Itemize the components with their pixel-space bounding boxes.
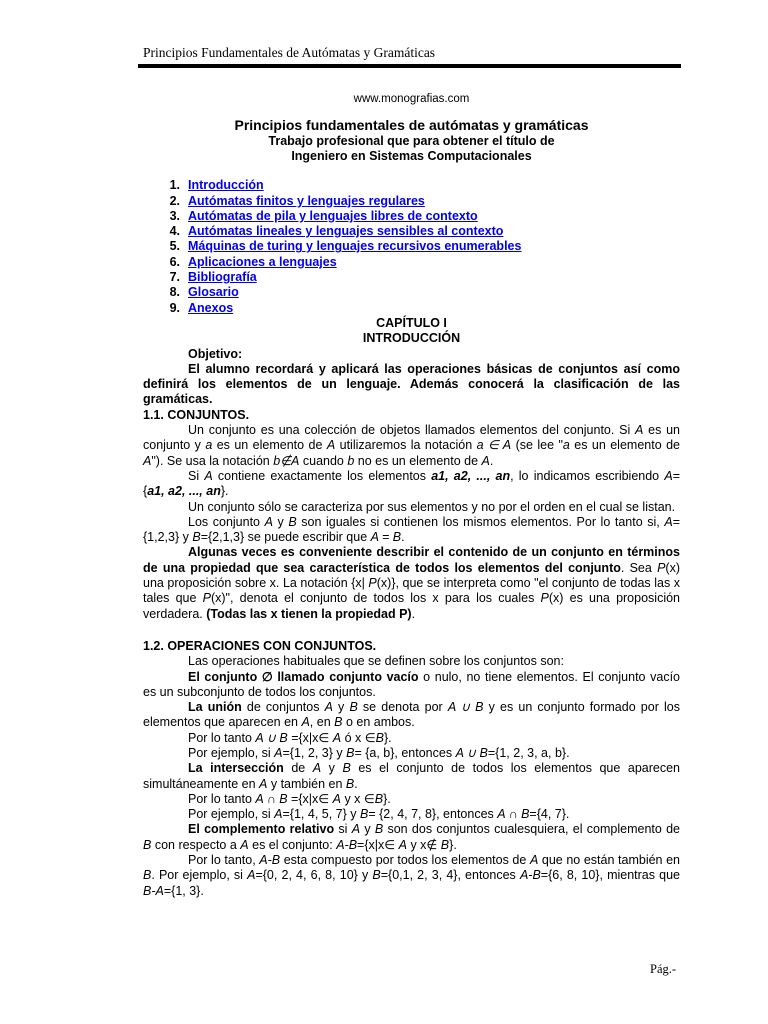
toc-number: 2. [169,193,180,208]
toc-item [143,194,680,209]
paragraph-conjunto-equality: Los conjunto A y B son iguales si contienen los mismos elementos. Por lo tanto si, A={1,2,3} y B={2,1,3} se puede escribir que A = B. [143,514,680,545]
union-example: Por ejemplo, si A={1, 2, 3} y B= {a, b}, entonces A ∪ B={1, 2, 3, a, b}. [188,745,570,760]
toc-item [143,285,680,300]
toc-number: 3. [169,208,180,223]
toc-number: 9. [169,300,180,315]
toc-item [143,301,680,316]
toc-link-automatas-finitos[interactable]: Autómatas finitos y lenguajes regulares [188,193,425,208]
objective-text: El alumno recordará y aplicará las operaciones básicas de conjuntos así como definirá los elementos de un lenguaje. Además conocerá la clasificación de las gramáticas. [143,361,680,407]
toc-number: 1. [169,178,180,193]
toc-link-automatas-lineales[interactable]: Autómatas lineales y lenguajes sensibles al contexto [188,224,504,239]
paragraph-union: La unión de conjuntos A y B se denota por A ∪ B y es un conjunto formado por los elementos que aparecen en A, en B o en ambos. [143,700,680,730]
toc-number: 5. [169,239,180,254]
paragraph-interseccion: La intersección de A y B es el conjunto de todos los elementos que aparecen simultáneamente en A y también en B. [143,761,681,791]
page-content [143,92,680,899]
toc-item [143,209,680,224]
chapter-number: CAPÍTULO I [376,315,447,330]
objective-label: Objetivo: [188,346,243,361]
toc-item [143,239,680,254]
toc-number: 8. [169,285,180,300]
toc-link-aplicaciones[interactable]: Aplicaciones a lenguajes [188,254,337,269]
paragraph-conjunto-vacio: El conjunto ∅ llamado conjunto vacío o nulo, no tiene elementos. El conjunto vacío es un subconjunto de todos los conjuntos. [143,669,680,699]
paragraph-complemento: El complemento relativo si A y B son dos conjuntos cualesquiera, el complemento de B con respecto a A es el conjunto: A-B={x|x∈ A y x∉ B}. [143,822,680,852]
paragraph-conjunto-definition: Un conjunto es una colección de objetos llamados elementos del conjunto. Si A es un conjunto y a es un elemento de A utilizaremos la notación a ∈ A (se lee "a es un elemento de A"). Se usa la notación b∉A cuando b no es un elemento de A. [143,423,680,468]
section-heading-operaciones: 1.2. OPERACIONES CON CONJUNTOS. [143,638,377,653]
paragraph-conjunto-property: Algunas veces es conveniente describir el contenido de un conjunto en términos de una propiedad que sea característica de todos los elementos del conjunto. Sea P(x) una proposición sobre x. La notación {x| P(x)}, que se interpreta como "el conjunto de todas las x tales que P(x)", denota el conjunto de todos los x para los cuales P(x) es una proposición verdadera. (Todas las x tienen la propiedad P). [143,545,681,621]
toc-link-bibliografia[interactable]: Bibliografía [188,270,257,285]
running-header: Principios Fundamentales de Autómatas y Gramáticas [143,45,436,60]
paragraph-operaciones-intro: Las operaciones habituales que se definen sobre los conjuntos son: [188,654,564,669]
toc-item [143,255,680,270]
interseccion-definition: Por lo tanto A ∩ B ={x|x∈ A y x ∈B}. [188,791,391,806]
paragraph-conjunto-order: Un conjunto sólo se caracteriza por sus elementos y no por el orden en el cual se listan. [188,499,676,514]
toc-link-glosario[interactable]: Glosario [188,285,239,300]
document-subtitle-1: Trabajo profesional que para obtener el título de [268,134,555,149]
interseccion-example: Por ejemplo, si A={1, 4, 5, 7} y B= {2, 4, 7, 8}, entonces A ∩ B={4, 7}. [188,807,570,822]
toc-item [143,270,680,285]
toc-number: 7. [169,270,180,285]
header-rule [138,64,681,68]
site-url: www.monografias.com [353,93,470,105]
table-of-contents [143,178,680,316]
toc-item [143,178,680,193]
spacer [143,622,680,639]
document-subtitle-2: Ingeniero en Sistemas Computacionales [291,149,532,164]
toc-link-maquinas-de-turing[interactable]: Máquinas de turing y lenguajes recursivos enumerables [188,239,522,254]
toc-link-introduccion[interactable]: Introducción [188,178,264,193]
toc-link-automatas-de-pila[interactable]: Autómatas de pila y lenguajes libres de contexto [188,208,478,223]
chapter-title: INTRODUCCIÓN [362,331,461,346]
toc-link-anexos[interactable]: Anexos [188,300,234,315]
union-definition: Por lo tanto A ∪ B ={x|x∈ A ó x ∈B}. [188,730,392,745]
page-number-label: Pág.- [650,962,677,976]
paragraph-complemento-example: Por lo tanto, A-B esta compuesto por todos los elementos de A que no están también en B. Por ejemplo, si A={0, 2, 4, 6, 8, 10} y B={0,1, 2, 3, 4}, entonces A-B={6, 8, 10}, mientras que B-A={1, 3}. [143,853,681,898]
toc-number: 4. [169,224,180,239]
paragraph-conjunto-elements: Si A contiene exactamente los elementos a1, a2, ..., an, lo indicamos escribiendo A= {a1, a2, ..., an}. [143,468,680,499]
document-title: Principios fundamentales de autómatas y gramáticas [234,117,589,134]
toc-item [143,224,680,239]
section-heading-conjuntos: 1.1. CONJUNTOS. [143,407,250,422]
toc-number: 6. [169,254,180,269]
